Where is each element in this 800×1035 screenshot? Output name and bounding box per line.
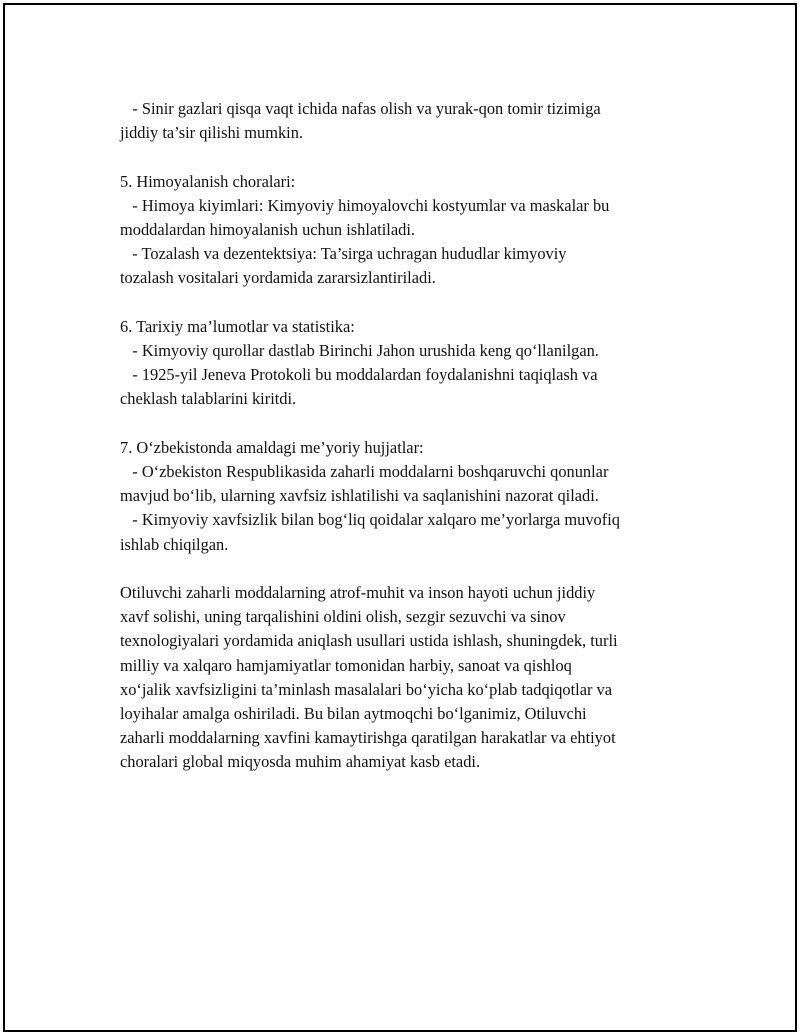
paragraph-line: zaharli moddalarning xavfini kamaytirishga qaratilgan harakatlar va ehtiyot	[120, 728, 616, 748]
text-line: tozalash vositalari yordamida zararsizlantiriladi.	[120, 268, 436, 288]
text-line: - Kimyoviy qurollar dastlab Birinchi Jahon urushida keng qo‘llanilgan.	[120, 341, 599, 360]
document-body	[120, 97, 700, 775]
blank-line	[120, 557, 700, 581]
paragraph-line: Otiluvchi zaharli moddalarning atrof-muhit va inson hayoti uchun jiddiy	[120, 583, 596, 602]
text-line: - O‘zbekiston Respublikasida zaharli moddalarni boshqaruvchi qonunlar	[120, 462, 609, 481]
text-line: - Himoya kiyimlari: Kimyoviy himoyalovchi kostyumlar va maskalar bu	[120, 195, 610, 215]
text-line: ishlab chiqilgan.	[120, 534, 229, 554]
paragraph-line: texnologiyalari yordamida aniqlash usullari ustida ishlash, shuningdek, turli	[120, 631, 618, 651]
text-line: - Kimyoviy xavfsizlik bilan bog‘liq qoidalar xalqaro me’yorlarga muvofiq	[120, 510, 620, 530]
paragraph-line: choralari global miqyosda muhim ahamiyat kasb etadi.	[120, 752, 481, 772]
paragraph-line: xavf solishi, uning tarqalishini oldini olish, sezgir sezuvchi va sinov	[120, 607, 566, 627]
page-frame	[3, 3, 797, 1032]
paragraph-line: xo‘jalik xavfsizligini ta’minlash masalalari bo‘yicha ko‘plab tadqiqotlar va	[120, 679, 613, 699]
text-line: - Sinir gazlari qisqa vaqt ichida nafas olish va yurak-qon tomir tizimiga	[120, 99, 601, 118]
text-line: mavjud bo‘lib, ularning xavfsiz ishlatilishi va saqlanishini nazorat qiladi.	[120, 486, 599, 506]
blank-line	[120, 291, 700, 315]
blank-line	[120, 145, 700, 169]
section-heading: 5. Himoyalanish choralari:	[120, 171, 296, 191]
paragraph-line: milliy va xalqaro hamjamiyatlar tomonidan harbiy, sanoat va qishloq	[120, 655, 572, 675]
paragraph-line: loyihalar amalga oshiriladi. Bu bilan aytmoqchi bo‘lganimiz, Otiluvchi	[120, 704, 587, 724]
text-line: cheklash talablarini kiritdi.	[120, 389, 297, 409]
blank-line	[120, 412, 700, 436]
text-line: - 1925-yil Jeneva Protokoli bu moddalardan foydalanishni taqiqlash va	[120, 365, 598, 385]
text-line: - Tozalash va dezentektsiya: Ta’sirga uchragan hududlar kimyoviy	[120, 244, 567, 264]
section-heading: 6. Tarixiy ma’lumotlar va statistika:	[120, 316, 355, 336]
text-line: jiddiy ta’sir qilishi mumkin.	[120, 123, 304, 143]
section-heading: 7. O‘zbekistonda amaldagi me’yoriy hujjatlar:	[120, 437, 424, 457]
text-line: moddalardan himoyalanish uchun ishlatiladi.	[120, 220, 415, 239]
